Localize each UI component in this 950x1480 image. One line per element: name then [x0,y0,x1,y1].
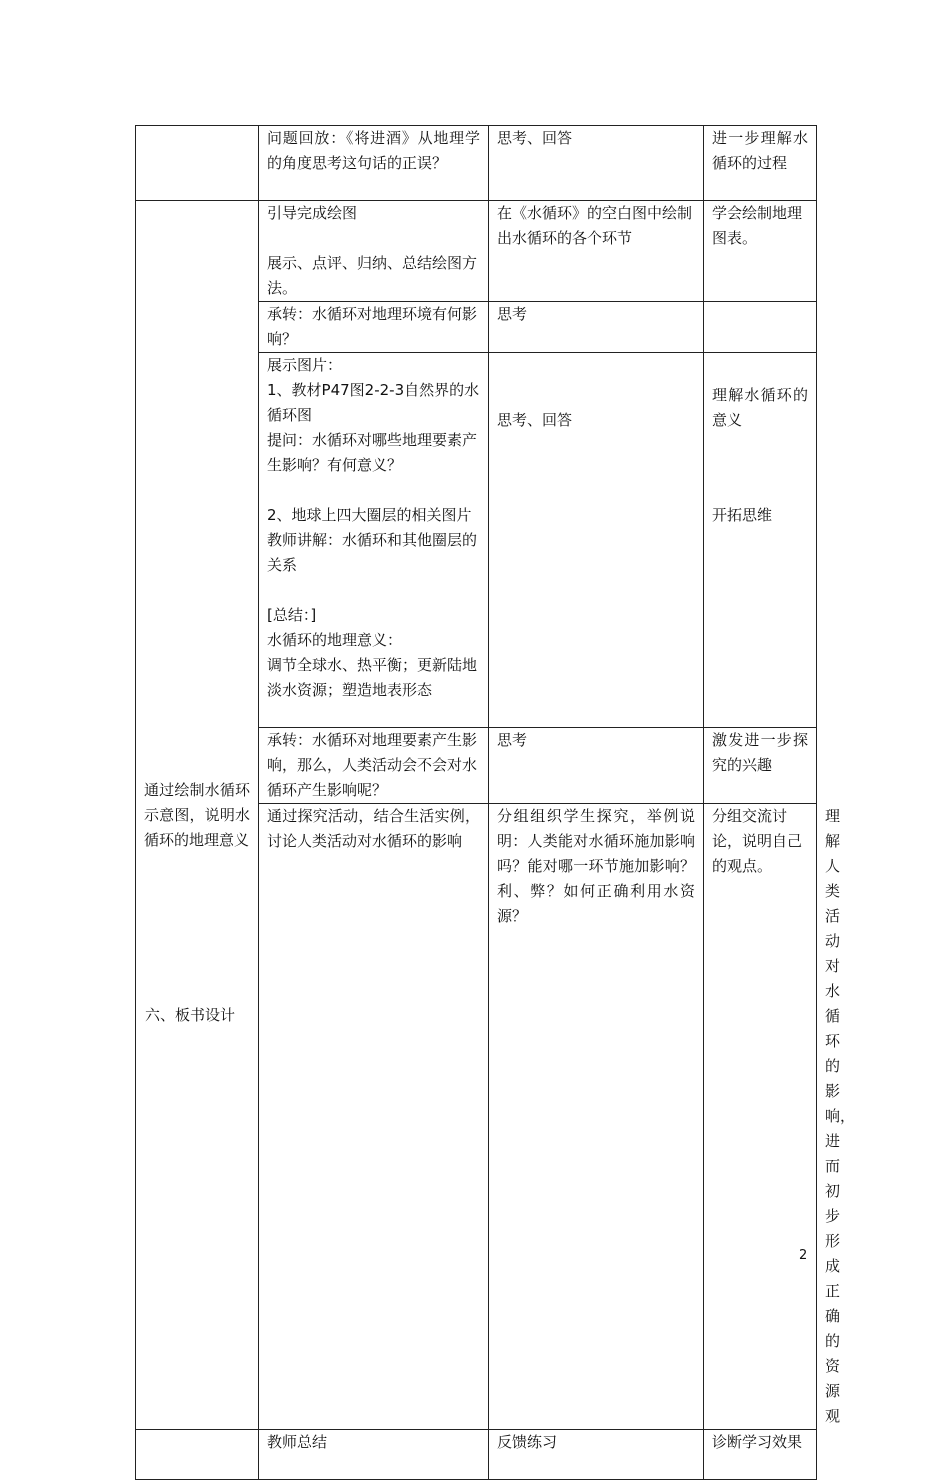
table-cell: 诊断学习效果 [704,1430,817,1480]
table-cell: 通过绘制水循环示意图，说明水循环的地理意义 [136,201,259,1430]
table-cell: 分组组织学生探究，举例说明：人类能对水循环施加影响吗？能对哪一环节施加影响？利、弊？如何正确利用水资源？ [489,804,704,1430]
cell-text: 展示图片： 1、教材P47图2-2-3自然界的水循环图 提问：水循环对哪些地理要素产生影响？有何意义？ 2、地球上四大圈层的相关图片 教师讲解：水循环和其他圈层的关系 [总结：] 水循环的地理意义： 调节全球水、热平衡；更新陆地淡水资源；塑造地表形态 [267,356,480,699]
table-cell: 进一步理解水循环的过程 [704,126,817,201]
table-cell: 思考 [489,728,704,804]
lesson-plan-table [135,125,856,1480]
table-cell [259,353,489,728]
table-cell: 承转：水循环对地理环境有何影响？ [259,302,489,353]
table-cell [136,1430,259,1480]
cell-text: 开拓思维 [712,506,773,524]
table-cell: 教师总结 [259,1430,489,1480]
table-cell: 学会绘制地理图表。 [704,201,817,302]
section-heading: 六、板书设计 [145,1006,236,1024]
table-cell: 思考 [489,302,704,353]
table-row: 通过探究活动，结合生活实例，讨论人类活动对水循环的影响 分组组织学生探究，举例说明：人类能对水循环施加影响吗？能对哪一环节施加影响？利、弊？如何正确利用水资源？ 分组交流讨论，说明自己的观点。 理解人类活动对水循环的影响，进而初步形成正确的资源观 [136,804,817,1430]
table-cell [136,126,259,201]
table-row [136,1430,817,1480]
table-row [136,126,817,201]
cell-text: 思考、回答 [497,411,573,429]
table-cell: 通过探究活动，结合生活实例，讨论人类活动对水循环的影响 [259,804,489,1430]
table-cell: 思考、回答 [489,126,704,201]
table-row [136,201,817,302]
table-cell [704,302,817,353]
table-cell: 承转：水循环对地理要素产生影响，那么，人类活动会不会对水循环产生影响呢？ [259,728,489,804]
cell-text: 引导完成绘图 展示、点评、归纳、总结绘图方法。 [267,204,478,297]
table-cell: 反馈练习 [489,1430,704,1480]
table-cell [489,353,704,728]
page-number: 2 [799,1248,808,1263]
cell-text: 理解水循环的意义 [712,386,808,429]
table-cell: 分组交流讨论，说明自己的观点。 [704,804,817,1430]
table-cell [259,201,489,302]
table-cell: 激发进一步探究的兴趣 [704,728,817,804]
table-cell: 问题回放：《将进酒》从地理学的角度思考这句话的正误？ [259,126,489,201]
table-cell [704,353,817,728]
table-cell: 在《水循环》的空白图中绘制出水循环的各个环节 [489,201,704,302]
